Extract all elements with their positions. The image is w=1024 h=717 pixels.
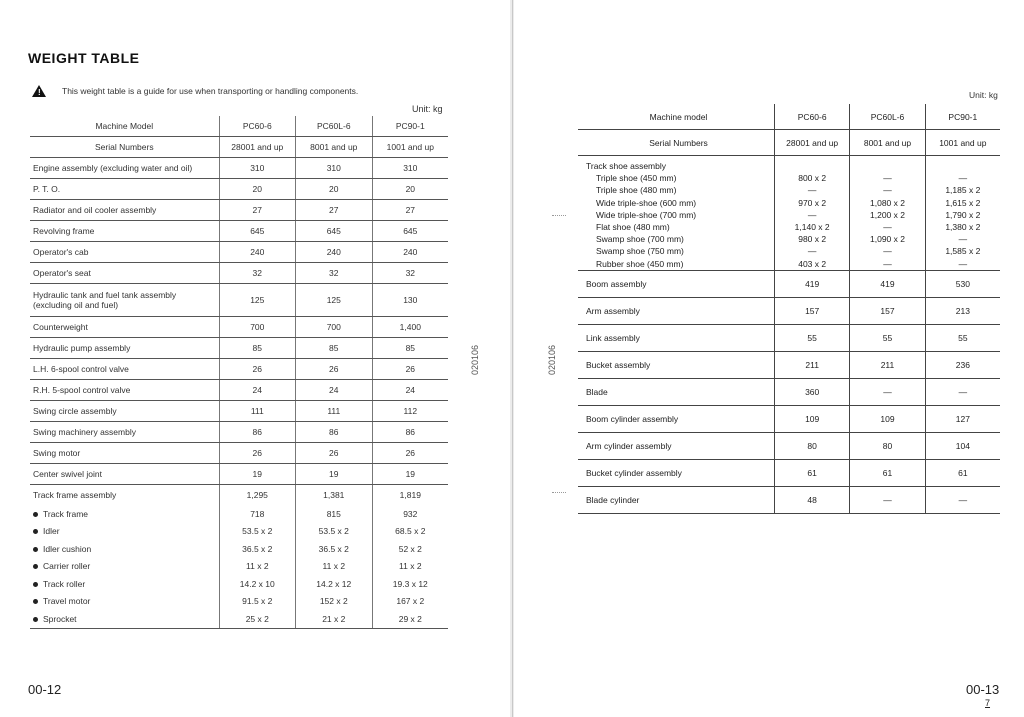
value-cell: 125	[219, 284, 295, 317]
value-cell: 211	[850, 351, 925, 378]
row-label: Swing motor	[30, 443, 219, 464]
row-label: Swing circle assembly	[30, 401, 219, 422]
table-row	[30, 158, 448, 179]
value-cell: 85	[219, 338, 295, 359]
value-cell: —	[883, 258, 892, 269]
value-cell: 111	[295, 401, 372, 422]
gutter-line	[512, 0, 513, 717]
scan-mark	[552, 492, 566, 497]
table-row	[30, 443, 448, 464]
row-label: Radiator and oil cooler assembly	[30, 200, 219, 221]
value-cell: 80	[850, 432, 925, 459]
row-label: Boom assembly	[578, 270, 775, 297]
track-shoe-values	[775, 156, 850, 271]
value-cell: 86	[295, 422, 372, 443]
serial-cell: 8001 and up	[850, 130, 925, 156]
value-cell: 1,295	[219, 485, 295, 506]
track-shoe-values	[850, 156, 925, 271]
value-cell: 152 x 2	[295, 593, 372, 611]
value-cell: 36.5 x 2	[219, 540, 295, 558]
value-cell: 61	[925, 459, 1000, 486]
table-row	[578, 351, 1000, 378]
warning-icon-mark: !	[38, 88, 41, 97]
row-label: Link assembly	[578, 324, 775, 351]
page-number-left: 00-12	[28, 682, 62, 697]
value-cell: 26	[295, 443, 372, 464]
sub-row-text: Sprocket	[43, 613, 77, 624]
guide-note: This weight table is a guide for use when transporting or handling components.	[62, 86, 359, 96]
track-sub-row	[30, 610, 448, 628]
track-shoe-title: Track shoe assembly	[586, 161, 666, 171]
table-row	[578, 270, 1000, 297]
sub-row-label	[30, 610, 219, 628]
row-label: Swing machinery assembly	[30, 422, 219, 443]
model-cell: PC60-6	[219, 116, 295, 137]
value-cell: 26	[372, 359, 448, 380]
value-cell: 19.3 x 12	[372, 575, 448, 593]
value-cell: 11 x 2	[372, 558, 448, 576]
value-cell: 127	[925, 405, 1000, 432]
serial-cell: 28001 and up	[775, 130, 850, 156]
value-cell: 240	[219, 242, 295, 263]
page-mark: 7	[985, 698, 991, 708]
value-cell: 236	[925, 351, 1000, 378]
row-label: Operator's seat	[30, 263, 219, 284]
value-cell: 403 x 2	[798, 258, 827, 269]
header-row-model	[578, 104, 1000, 130]
track-sub-row	[30, 558, 448, 576]
value-cell: 718	[219, 505, 295, 523]
value-cell: 68.5 x 2	[372, 523, 448, 541]
weight-table-left	[30, 116, 448, 629]
track-shoe-spacer	[853, 160, 921, 172]
row-label: Track frame assembly	[33, 490, 117, 500]
value-cell: 157	[775, 297, 850, 324]
table-row	[30, 284, 448, 317]
serial-cell: 8001 and up	[295, 137, 372, 158]
sub-row-label	[30, 505, 219, 523]
track-shoe-item: Rubber shoe (450 mm)	[596, 258, 684, 269]
sub-row-text: Idler	[43, 526, 60, 537]
value-cell: 55	[925, 324, 1000, 351]
value-cell: 24	[219, 380, 295, 401]
track-shoe-row	[578, 156, 1000, 271]
value-cell: 815	[295, 505, 372, 523]
sub-row-text: Carrier roller	[43, 561, 91, 572]
track-sub-row	[30, 505, 448, 523]
value-cell: —	[850, 378, 925, 405]
sub-row-label	[30, 540, 219, 558]
value-cell: 20	[372, 179, 448, 200]
value-cell: —	[958, 173, 968, 184]
value-cell: 1,200 x 2	[870, 209, 905, 220]
table-row	[30, 242, 448, 263]
value-cell: 24	[372, 380, 448, 401]
value-cell: 1,090 x 2	[870, 234, 905, 245]
page-title: WEIGHT TABLE	[28, 50, 140, 66]
table-row	[578, 297, 1000, 324]
table-row	[578, 378, 1000, 405]
sub-row-label	[30, 523, 219, 541]
header-row-model	[30, 116, 448, 137]
value-cell: 11 x 2	[295, 558, 372, 576]
row-label: Revolving frame	[30, 221, 219, 242]
value-cell: 310	[372, 158, 448, 179]
serial-numbers-label: Serial Numbers	[30, 137, 219, 158]
value-cell: 211	[775, 351, 850, 378]
track-sub-row	[30, 575, 448, 593]
value-cell: 1,080 x 2	[870, 197, 905, 208]
value-cell: 53.5 x 2	[219, 523, 295, 541]
row-label: Hydraulic pump assembly	[30, 338, 219, 359]
value-cell: 130	[372, 284, 448, 317]
value-cell: 36.5 x 2	[295, 540, 372, 558]
value-cell: —	[925, 378, 1000, 405]
value-cell: 310	[295, 158, 372, 179]
track-shoe-item: Swamp shoe (700 mm)	[596, 234, 684, 245]
row-label: Bucket cylinder assembly	[578, 459, 775, 486]
value-cell: —	[883, 173, 892, 184]
serial-cell: 1001 and up	[372, 137, 448, 158]
value-cell: 419	[775, 270, 850, 297]
value-cell: 61	[775, 459, 850, 486]
track-shoe-item: Triple shoe (450 mm)	[596, 173, 677, 184]
value-cell: —	[807, 246, 817, 257]
model-cell: PC60L-6	[850, 104, 925, 130]
value-cell: 980 x 2	[798, 234, 827, 245]
value-cell: 112	[372, 401, 448, 422]
serial-cell: 28001 and up	[219, 137, 295, 158]
table-row	[578, 405, 1000, 432]
track-frame-row	[30, 485, 448, 506]
table-row	[30, 200, 448, 221]
row-label: Operator's cab	[30, 242, 219, 263]
value-cell: 1,400	[372, 317, 448, 338]
track-shoe-spacer	[778, 160, 846, 172]
value-cell: 1,380 x 2	[945, 221, 981, 232]
value-cell: —	[883, 246, 892, 257]
value-cell: 86	[219, 422, 295, 443]
value-cell: 1,381	[295, 485, 372, 506]
row-label: Counterweight	[30, 317, 219, 338]
weight-table-right	[578, 104, 1000, 514]
model-cell: PC60L-6	[295, 116, 372, 137]
unit-label-right: Unit: kg	[969, 90, 998, 100]
row-label: L.H. 6-spool control valve	[30, 359, 219, 380]
row-label: Boom cylinder assembly	[578, 405, 775, 432]
value-cell: 700	[295, 317, 372, 338]
table-row	[578, 459, 1000, 486]
table-row	[30, 338, 448, 359]
value-cell: 932	[372, 505, 448, 523]
value-cell: 419	[850, 270, 925, 297]
header-row-serial	[30, 137, 448, 158]
value-cell: 167 x 2	[372, 593, 448, 611]
sub-row-text: Travel motor	[43, 596, 91, 607]
value-cell: 157	[850, 297, 925, 324]
value-cell: 29 x 2	[372, 610, 448, 628]
sub-row-text: Track frame	[43, 508, 89, 519]
value-cell: 52 x 2	[372, 540, 448, 558]
value-cell: 1,585 x 2	[945, 246, 981, 257]
value-cell: 53.5 x 2	[295, 523, 372, 541]
value-cell: 645	[295, 221, 372, 242]
sub-row-text: Track roller	[43, 578, 86, 589]
value-cell: 700	[219, 317, 295, 338]
value-cell: 19	[372, 464, 448, 485]
value-cell: 1,185 x 2	[945, 185, 981, 196]
row-label: P. T. O.	[30, 179, 219, 200]
value-cell: 91.5 x 2	[219, 593, 295, 611]
value-cell: 21 x 2	[295, 610, 372, 628]
value-cell: 27	[219, 200, 295, 221]
value-cell: 14.2 x 10	[219, 575, 295, 593]
table-row	[30, 380, 448, 401]
value-cell: 1,140 x 2	[794, 221, 830, 232]
value-cell: —	[925, 486, 1000, 513]
sub-row-label	[30, 558, 219, 576]
table-row	[578, 432, 1000, 459]
row-label: Arm assembly	[578, 297, 775, 324]
value-cell: 55	[850, 324, 925, 351]
machine-model-label: Machine model	[578, 104, 775, 130]
value-cell: 26	[295, 359, 372, 380]
row-label: Blade	[578, 378, 775, 405]
track-sub-row	[30, 523, 448, 541]
row-label: Center swivel joint	[30, 464, 219, 485]
value-cell: —	[807, 209, 817, 220]
unit-label: Unit: kg	[412, 104, 443, 114]
sub-row-label	[30, 593, 219, 611]
value-cell: 55	[775, 324, 850, 351]
value-cell: 48	[775, 486, 850, 513]
row-label: Engine assembly (excluding water and oil)	[30, 158, 219, 179]
value-cell: 645	[372, 221, 448, 242]
table-row	[30, 401, 448, 422]
value-cell: 14.2 x 12	[295, 575, 372, 593]
serial-cell: 1001 and up	[925, 130, 1000, 156]
track-sub-row	[30, 593, 448, 611]
value-cell: 24	[295, 380, 372, 401]
model-cell: PC90-1	[925, 104, 1000, 130]
page-number-right: 00-13	[966, 682, 1000, 697]
row-label: Hydraulic tank and fuel tank assembly (excluding oil and fuel)	[30, 284, 219, 317]
value-cell: —	[850, 486, 925, 513]
bullet-icon	[33, 599, 38, 604]
track-shoe-item: Wide triple-shoe (600 mm)	[596, 197, 697, 208]
row-label: Bucket assembly	[578, 351, 775, 378]
value-cell: —	[883, 185, 892, 196]
bullet-icon	[33, 564, 38, 569]
scan-mark	[552, 215, 566, 220]
table-row	[30, 422, 448, 443]
value-cell: 1,615 x 2	[945, 197, 981, 208]
bullet-icon	[33, 617, 38, 622]
model-cell: PC90-1	[372, 116, 448, 137]
value-cell: 111	[219, 401, 295, 422]
value-cell: 85	[295, 338, 372, 359]
value-cell: 19	[219, 464, 295, 485]
sub-row-label	[30, 575, 219, 593]
value-cell: 1,790 x 2	[945, 209, 981, 220]
value-cell: 800 x 2	[798, 173, 827, 184]
value-cell: —	[958, 234, 968, 245]
serial-numbers-label: Serial Numbers	[578, 130, 775, 156]
value-cell: 19	[295, 464, 372, 485]
value-cell: 360	[775, 378, 850, 405]
value-cell: 125	[295, 284, 372, 317]
value-cell: 26	[372, 443, 448, 464]
row-label: Arm cylinder assembly	[578, 432, 775, 459]
row-label: R.H. 5-spool control valve	[30, 380, 219, 401]
bullet-icon	[33, 529, 38, 534]
value-cell: 20	[219, 179, 295, 200]
value-cell: 32	[372, 263, 448, 284]
track-shoe-item: Wide triple-shoe (700 mm)	[596, 209, 697, 220]
value-cell: 26	[219, 443, 295, 464]
table-row	[30, 359, 448, 380]
value-cell: 61	[850, 459, 925, 486]
value-cell: 1,819	[372, 485, 448, 506]
table-row	[30, 221, 448, 242]
sub-row-text: Idler cushion	[43, 543, 92, 554]
track-shoe-item: Flat shoe (480 mm)	[596, 221, 670, 232]
value-cell: 25 x 2	[219, 610, 295, 628]
track-shoe-item: Swamp shoe (750 mm)	[596, 246, 684, 257]
machine-model-label: Machine Model	[30, 116, 219, 137]
value-cell: 27	[295, 200, 372, 221]
value-cell: 26	[219, 359, 295, 380]
table-row	[30, 263, 448, 284]
value-cell: 645	[219, 221, 295, 242]
value-cell: —	[807, 185, 817, 196]
track-shoe-labels	[578, 156, 775, 271]
track-shoe-item: Triple shoe (480 mm)	[596, 185, 677, 196]
value-cell: 20	[295, 179, 372, 200]
value-cell: 32	[219, 263, 295, 284]
value-cell: 240	[295, 242, 372, 263]
table-row	[578, 324, 1000, 351]
value-cell: 80	[775, 432, 850, 459]
side-code-right: 020106	[547, 345, 557, 376]
value-cell: 11 x 2	[219, 558, 295, 576]
table-row	[578, 486, 1000, 513]
bullet-icon	[33, 512, 38, 517]
value-cell: 310	[219, 158, 295, 179]
value-cell: 213	[925, 297, 1000, 324]
model-cell: PC60-6	[775, 104, 850, 130]
header-row-serial	[578, 130, 1000, 156]
value-cell: —	[958, 258, 968, 269]
row-label: Blade cylinder	[578, 486, 775, 513]
value-cell: 27	[372, 200, 448, 221]
value-cell: 109	[850, 405, 925, 432]
value-cell: 104	[925, 432, 1000, 459]
side-code-left: 020106	[470, 345, 480, 376]
table-row	[30, 317, 448, 338]
value-cell: —	[883, 221, 892, 232]
value-cell: 86	[372, 422, 448, 443]
track-sub-row	[30, 540, 448, 558]
table-row	[30, 179, 448, 200]
value-cell: 240	[372, 242, 448, 263]
track-shoe-values	[925, 156, 1000, 271]
value-cell: 970 x 2	[798, 197, 827, 208]
track-shoe-spacer	[929, 160, 997, 172]
bullet-icon	[33, 582, 38, 587]
bullet-icon	[33, 547, 38, 552]
value-cell: 109	[775, 405, 850, 432]
table-row	[30, 464, 448, 485]
value-cell: 530	[925, 270, 1000, 297]
value-cell: 32	[295, 263, 372, 284]
value-cell: 85	[372, 338, 448, 359]
